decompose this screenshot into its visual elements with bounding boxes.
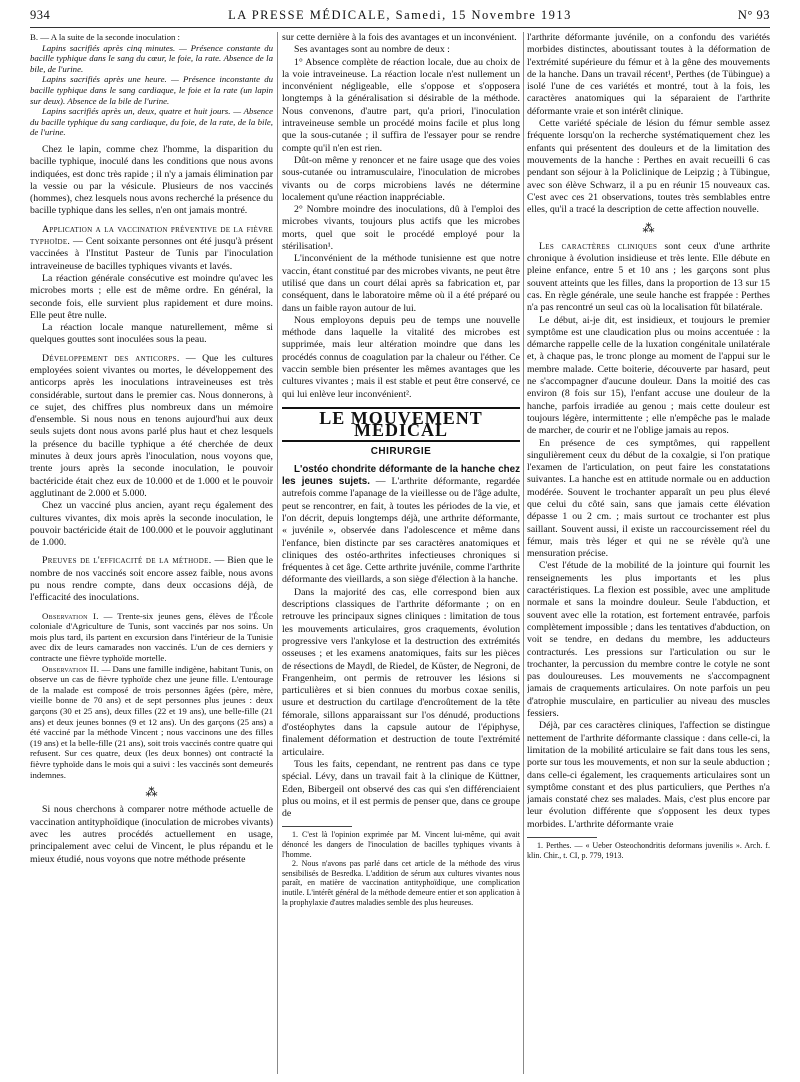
paragraph: Preuves de l'efficacité de la méthode. — Bien que le nombre de nos vaccinés soit encore assez faible, nous avons pu nous rendre compte, dans deux occasions déjà, de l'efficacité des inoculations.	[30, 555, 273, 604]
paragraph: Les caractères cliniques sont ceux d'une arthrite chronique à évolution insidieuse et très lente. Elle débute en pleine enfance, entre 5 et 10 ans ; les garçons sont plus souvent atteints que les filles, dans la proportion de 13 sur 15 cas. En règle générale, une seule hanche est frappée : Perthes n'a pas rencontré un seul cas où la localisation fût bilatérale.	[527, 240, 770, 314]
article-title: L'ostéo chondrite déformante de la hanche chez les jeunes sujets.	[282, 463, 520, 488]
paragraph: B. — A la suite de la seconde inoculation :	[30, 32, 181, 42]
paragraph: En présence de ces symptômes, qui rappellent singulièrement ceux du début de la coxalgie, si l'on pratique l'examen de l'articulation, on peut faire les constatations suivantes. La hanche est en attitude normale ou en adduction modérée. Souvent le trochanter apparaît un peu plus élevé que celui du côté sain, sans que jamais cette élévation dépasse 1 ou 2 cm. ; mais surtout ce trochanter est plus saillant. Souvent aussi, il existe un raccourcissement réel du fémur, mais très léger et qui ne se révèle qu'à une mensuration précise.	[527, 437, 770, 560]
paragraph: Le début, ai-je dit, est insidieux, et toujours le premier symptôme est une claudication plus ou moins accentuée : la démarche rappelle celle de la luxation congénitale unilatérale et, à chaque pas, le tronc plonge au moment de l'appui sur le membre malade. Cette boiterie, découverte par hasard, peut ne s'accompagner d'aucune douleur. Dans la moitié des cas environ (8 fois sur 15), l'enfant accuse une douleur de la hanche, parfois irradiée au genou ; mais cette douleur est toujours légère, intermittente ; elle n'empêche pas le malade de marcher, de courir et ne l'oblige jamais au repos.	[527, 314, 770, 437]
paragraph: Déjà, par ces caractères cliniques, l'affection se distingue nettement de l'arthrite déformante classique : dans celle-ci, la limitation de la mobilité articulaire se fait dans tous les sens, porte sur tous les mouvements, et non sur la seule abduction ; dans celle-ci également, les craquements articulaires sont un symptôme constant et des plus particuliers, que Perthes n'a jamais constaté chez ses malades. Mais, c'est plus encore par leur évolution différente que s'opposent les deux types morbides. L'arthrite déformante vraie	[527, 720, 770, 830]
paragraph: Tous les faits, cependant, ne rentrent pas dans ce type spécial. Lévy, dans un travail fait à la clinique de Küttner, Eden, Bibergeil ont observé des cas qui s'en différenciaient plus ou moins, et il est permis de penser que, dans ce groupe de	[282, 758, 520, 820]
paragraph: Lapins sacrifiés après une heure. — Présence inconstante du bacille typhique dans le sang cardiaque, le foie et la rate (un lapin sur deux). Absence de la bile de l'urine.	[30, 74, 273, 106]
subheading: Les caractères cliniques	[539, 240, 658, 252]
header-rule	[30, 27, 770, 28]
paragraph: Dût-on même y renoncer et ne faire usage que des voies sous-cutanée ou intramusculaire, l'inoculation de microbes vivants ou de corps microbiens lavés ne détermine localement qu'une réaction inappréciable.	[282, 154, 520, 203]
subheading: Développement des anticorps.	[42, 352, 180, 364]
column-divider	[523, 32, 524, 1074]
footnote: 1. Perthes. — « Ueber Osteochondritis deformans juvenilis ». Arch. f. klin. Chir., t. CI, p. 779, 1913.	[527, 841, 770, 860]
footnote: 2. Nous n'avons pas parlé dans cet article de la méthode des virus sensibilisés de Besredka. L'addition de sérum aux cultures vivantes nous paraît, en matière de vaccination antityphoïdique, une complication inutile. L'intérêt général de la méthode demeure entier et son application à la prophylaxie d'autres maladies semble des plus heureuses.	[282, 859, 520, 907]
paragraph: Lapins sacrifiés après un, deux, quatre et huit jours. — Absence du bacille typhique du sang cardiaque, du foie, de la rate, de la bile, de l'urine.	[30, 106, 273, 138]
paragraph: L'ostéo chondrite déformante de la hanche chez les jeunes sujets. — L'arthrite déformante, regardée autrefois comme l'apanage de la vieillesse ou de l'âge adulte, peut se rencontrer, en fait, à toutes les périodes de la vie, et l'on décrit, depuis longtemps déjà, une arthrite déformante, « juvénile », observée dans l'adolescence et même dans l'enfance, bien distincte par ses caractères anatomiques et cliniques des ostéo-arthrites infectieuses chroniques si fréquentes à cet âge. Cette arthrite juvénile, comme l'arthrite déformante des vieillards, a son siège d'élection à la hanche.	[282, 463, 520, 586]
paragraph: l'arthrite déformante juvénile, on a confondu des variétés morbides distinctes, aboutissant toutes à la déformation de l'extrémité supérieure du fémur et à la gêne des mouvements de la hanche. Dans un travail récent¹, Perthes (de Tübingue) a isolé l'une de ces variétés et montré, tout à la fois, les caractères anatomiques qui la séparaient de l'arthrite déformante vraie et son intérêt clinique.	[527, 32, 770, 117]
subheading: Preuves de l'efficacité de la méthode.	[42, 555, 212, 567]
paragraph: Observation I. — Trente-six jeunes gens, élèves de l'École coloniale d'Agriculture de Tunis, sont vaccinés par nos soins. Un mois plus tard, ils partent en excursion dans l'intérieur de la Tunisie avec dix de leurs camarades non vaccinés. L'un de ces derniers y contracte une fièvre typhoïde mortelle.	[30, 610, 273, 663]
page-header	[30, 4, 770, 28]
paragraph: Application a la vaccination préventive de la fièvre typhoïde. — Cent soixante personnes ont été jusqu'à présent vaccinées à l'Institut Pasteur de Tunis par l'inoculation intraveineuse de bacilles typhiques vivants et lavés.	[30, 223, 273, 272]
paragraph: Lapins sacrifiés après cinq minutes. — Présence constante du bacille typhique dans le sang du cœur, le foie, la rate. Absence de la bile, de l'urine.	[30, 42, 273, 74]
paragraph: Ses avantages sont au nombre de deux :	[294, 44, 450, 56]
section-separator: ⁂	[642, 221, 655, 236]
section-separator: ⁂	[145, 785, 158, 800]
footnote: 1. C'est là l'opinion exprimée par M. Vincent lui-même, qui avait dénoncé les dangers de l'inoculation de bacilles typhiques vivants à l'homme.	[282, 830, 520, 859]
paragraph: Chez le lapin, comme chez l'homme, la disparition du bacille typhique, inoculé dans les conditions que nous avons indiquées, est donc très rapide ; il n'y a jamais élimination par la vessie ou par la vésicule. Plusieurs de nos vaccinés (hommes), chez lesquels nous avons recherché la présence du bacille typhique dans les selles, n'en ont jamais montré.	[30, 143, 273, 217]
paragraph: 1° Absence complète de réaction locale, due au choix de la voie intraveineuse. La réaction locale n'est nullement un inconvénient négligeable, elle s'oppose et s'opposera longtemps à la généralisation si désirable de la méthode. Nous convenons, d'autre part, qu'a priori, l'inoculation intraveineuse semble un procédé moins facile et plus long que la sous-cutanée ; il suffira de l'essayer pour se rendre compte qu'il n'en est rien.	[282, 56, 520, 154]
paragraph: Développement des anticorps. — Que les cultures employées soient vivantes ou mortes, le développement des anticorps après les inoculations intraveineuses est très considérable, surtout dans le premier cas. Nous donnerons, à ce sujet, des chiffres plus nombreux dans un mémoire d'ensemble. Si nous nous en tenons aujourd'hui aux deux seuls sujets dont nous avons parlé plus haut et chez lesquels la présence du bacille typhique a été cherchée de deux minutes à deux jours après l'inoculation, nous voyons que, trente jours après la seconde inoculation, le pouvoir bactéricide était chez eux de 10.000 et de 1.000 et le pouvoir agglutinant de 2.000 et 5.000.	[30, 352, 273, 499]
section-heading: CHIRURGIE	[370, 445, 432, 457]
section-banner: LE MOUVEMENT MÉDICAL	[282, 407, 520, 442]
running-title: LA PRESSE MÉDICALE, Samedi, 15 Novembre 1913	[228, 8, 572, 22]
paragraph: C'est l'étude de la mobilité de la jointure qui fournit les renseignements les plus importants et les plus caractéristiques. La flexion est possible, avec une amplitude normale et sans la moindre douleur. Seule l'abduction, et souvent avec elle la rotation, est fortement entravée, parfois complètement impossible ; dans les tentatives d'abduction, on voit se tendre, en dedans du membre, les adducteurs contracturés. Les pressions sur l'articulation ou sur le trochanter, la percussion du membre contre le cotyle ne sont pas douloureuses. Les mouvements ne s'accompagnent jamais de craquements articulaires. On note parfois un peu d'atrophie musculaire, en particulier au niveau des muscles fessiers.	[527, 560, 770, 720]
footnote-rule	[282, 826, 352, 827]
column-3	[527, 32, 770, 1074]
paragraph: Si nous cherchons à comparer notre méthode actuelle de vaccination antityphoïdique (inoculation de microbes vivants) avec les autres procédés actuellement en usage, principalement avec celui de Vincent, le plus répandu et le mieux étudié, nous voyons que notre méthode présente	[30, 804, 273, 865]
subheading: Application a la vaccination préventive de la fièvre typhoïde.	[30, 223, 273, 248]
paragraph: Dans la majorité des cas, elle correspond bien aux descriptions classiques de l'arthrite déformante ; on en retrouve les principaux signes cliniques : limitation de tous les mouvements articulaires, gros craquements, évolution progressive vers l'ankylose et la destruction des extrémités osseuses ; et les examens anatomiques, faits sur les pièces de résections de Maydl, de Riedel, de Küster, de Negroni, de Frangenheim, ont permis de retrouver les lésions si particulières et si bien connues du morbus coxae senilis, usure et destruction du cartilage d'encroûtement de la tête fémorale, sillons apparaissant sur l'os dénudé, productions d'ostéophytes dans la capsule autour de l'épiphyse, finalement déformation et destruction de toute l'extrémité articulaire.	[282, 586, 520, 758]
paragraph: 2° Nombre moindre des inoculations, dû à l'emploi des microbes vivants, toujours plus actifs que les microbes morts, quel que soit le procédé employé pour la stérilisation¹.	[282, 204, 520, 253]
paragraph: Chez un vacciné plus ancien, ayant reçu également des cultures vivantes, dix mois après la seconde inoculation, le pouvoir bactéricide était de 100.000 et le pouvoir agglutinant de 1.000.	[30, 500, 273, 549]
column-divider	[277, 32, 278, 1074]
issue-number: N° 93	[737, 8, 770, 22]
paragraph: L'inconvénient de la méthode tunisienne est que notre vaccin, étant constitué par des microbes vivants, ne peut être utilisé que dans un court délai après sa fabrication et, par conséquent, dans le laboratoire même où il a été préparé ou dans un faible rayon autour de lui.	[282, 253, 520, 314]
column-1	[30, 32, 273, 1074]
paragraph: Observation II. — Dans une famille indigène, habitant Tunis, on observe un cas de fièvre typhoïde chez une jeune fille. L'entourage de la malade est composé de trois personnes âgées (père, mère, vieille bonne de 70 ans) et de sept personnes plus jeunes : deux garçons (30 et 25 ans), deux filles (22 et 19 ans), une belle-fille (21 ans) et deux jeunes bonnes (9 et 12 ans). Un des garçons (25 ans) a été vacciné par la méthode Vincent ; nous vaccinons une des filles (19 ans) et la belle-fille (21 ans), soit trois vaccinés contre quatre qui refusent. Sur ces quatre, deux (les deux bonnes) ont contracté la fièvre typhoïde dans le mois qui a suivi : les vaccinés sont demeurés indemnes.	[30, 663, 273, 780]
footnote-rule	[527, 837, 597, 838]
subheading: Observation II.	[42, 663, 100, 674]
paragraph: La réaction locale manque naturellement, même si quelques gouttes sont inoculées sous la peau.	[30, 322, 273, 346]
subheading: Observation I.	[42, 610, 99, 621]
column-2	[282, 32, 520, 1074]
paragraph: sur cette dernière à la fois des avantages et un inconvénient.	[282, 32, 517, 43]
paragraph: Cette variété spéciale de lésion du fémur semble assez fréquente lorsqu'on la recherche systématiquement chez les enfants qui présentent des douleurs et de la limitation des mouvements de la hanche : Perthes en avait recueilli 6 cas pendant son séjour à la Policlinique de Leipzig ; à Tübingue, avec son élève Schwarz, il a pu en réunir 15 nouveaux cas. C'est avec ces 21 observations, toutes très semblables entre elles, qu'il a tracé la description de cette affection nouvelle.	[527, 118, 770, 216]
paragraph: Nous employons depuis peu de temps une nouvelle méthode dans laquelle la vitalité des microbes est supprimée, mais leur altération moindre que dans les procédés connus de coagulation par la chaleur ou l'éther. Ce vaccin semble bien présenter les mêmes avantages que les cultures vivantes ; mais il est stable et peut être conservé, ce qui lui enlève leur inconvénient².	[282, 314, 520, 400]
page-number: 934	[30, 8, 51, 22]
paragraph: La réaction générale consécutive est moindre qu'avec les microbes morts ; elle est de même ordre. En général, la seconde fois, elle survient plus rapidement et dure moins. Elle peut être nulle.	[30, 272, 273, 321]
